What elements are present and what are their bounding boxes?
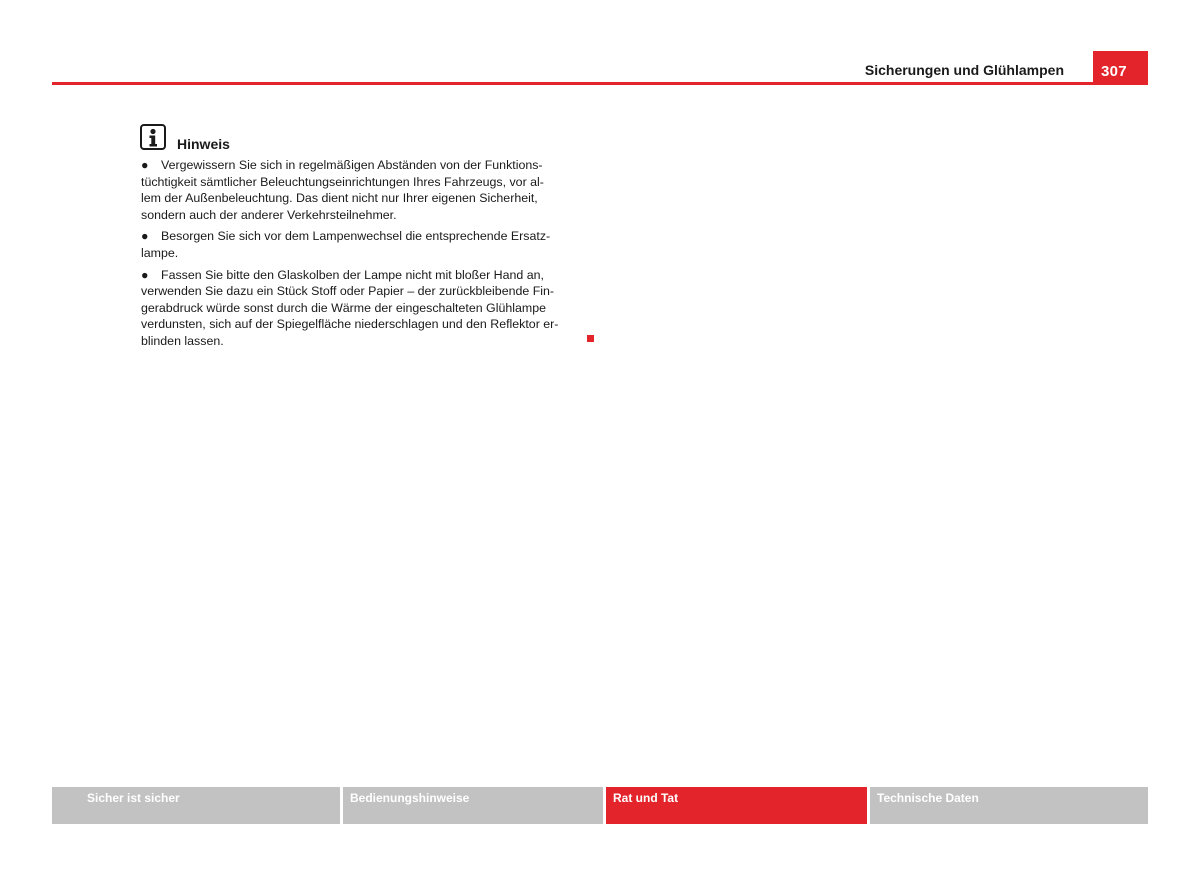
header-rule [52,82,1148,85]
note-line: tüchtigkeit sämtlicher Beleuchtungseinrichtungen Ihres Fahrzeugs, vor al- [141,174,544,189]
note-line: lampe. [141,245,179,260]
bullet-icon: ● [141,267,149,282]
chapter-tab-rat-und-tat[interactable] [606,787,867,824]
page-number-badge [1093,51,1148,85]
page-number: 307 [1101,63,1127,80]
chapter-tab-sicher-ist-sicher[interactable] [52,787,340,824]
section-title: Sicherungen und Glühlampen [864,62,1064,78]
bullet-icon: ● [141,229,149,244]
note-title: Hinweis [177,136,230,152]
chapter-tab-label: Rat und Tat [613,791,679,805]
note-line: ● Fassen Sie bitte den Glaskolben der Lampe nicht mit bloßer Hand an, [141,267,544,282]
info-icon [140,124,166,150]
note-item [141,157,583,223]
note-line: blinden lassen. [141,333,224,348]
note-line: verdunsten, sich auf der Spiegelfläche niederschlagen und den Reflektor er- [141,317,559,332]
note-line: lem der Außenbeleuchtung. Das dient nicht nur Ihrer eigenen Sicherheit, [141,191,538,206]
note-line: gerabdruck würde sonst durch die Wärme der eingeschalteten Glühlampe [141,300,546,315]
chapter-tab-bedienungshinweise[interactable] [343,787,603,824]
note-item [141,267,583,350]
note-line: verwenden Sie dazu ein Stück Stoff oder Papier – der zurückbleibende Fin- [141,284,555,299]
chapter-tab-technische-daten[interactable] [870,787,1148,824]
chapter-tab-label: Bedienungshinweise [350,791,470,805]
note-line: sondern auch der anderer Verkehrsteilnehmer. [141,207,397,222]
note-line: ● Besorgen Sie sich vor dem Lampenwechsel die entsprechende Ersatz- [141,229,551,244]
section-end-marker [587,335,594,342]
chapter-tab-label: Sicher ist sicher [87,791,180,805]
note-line: ● Vergewissern Sie sich in regelmäßigen Abständen von der Funktions- [141,158,543,172]
note-item [141,228,583,261]
bullet-icon: ● [141,158,149,172]
chapter-tab-label: Technische Daten [877,791,979,805]
note-list [141,157,583,355]
